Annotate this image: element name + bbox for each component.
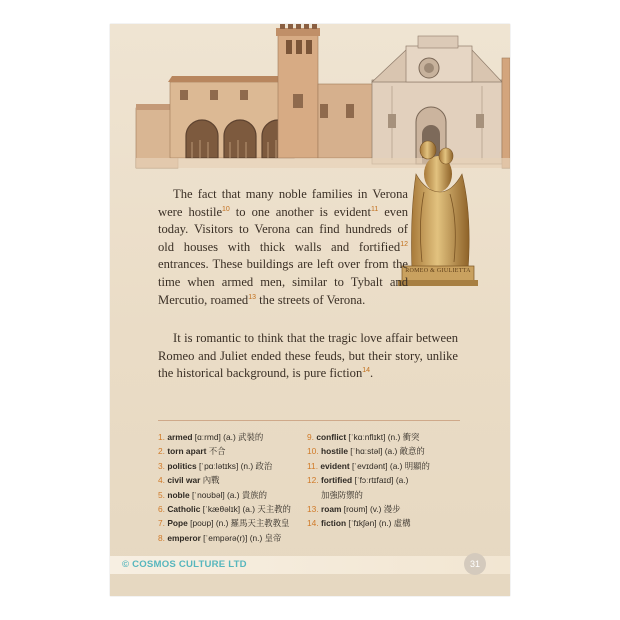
page-number: 31 bbox=[464, 553, 486, 575]
glossary-item: 8. emperor [ˈempərə(r)] (n.) 皇帝 bbox=[158, 532, 282, 543]
glossary-item: 5. noble [ˈnoʊbəl] (a.) 貴族的 bbox=[158, 489, 268, 500]
glossary-item: 11. evident [ˈevɪdənt] (a.) 明顯的 bbox=[307, 460, 430, 471]
footnote-13: 13 bbox=[248, 293, 257, 301]
glossary-item: 1. armed [ɑːrmd] (a.) 武裝的 bbox=[158, 432, 264, 442]
glossary-item-continuation: 加強防禦的 bbox=[321, 489, 363, 500]
glossary-item: 6. Catholic [ˈkæθəlɪk] (a.) 天主教的 bbox=[158, 504, 291, 515]
footnote-11: 11 bbox=[370, 205, 379, 213]
statue-plaque: ROMEO & GIULIETTA bbox=[405, 268, 471, 274]
footnote-14: 14 bbox=[362, 367, 371, 374]
glossary-item: 7. Pope [poʊp] (n.) 羅馬天主教教皇 bbox=[158, 518, 290, 529]
paragraph-2: It is romantic to think that the tragic love affair between Romeo and Juliet ended these feuds, but their story, unlike the historical background, is pure fiction$^{14}$. bbox=[158, 331, 458, 381]
glossary-item: 13. roam [roʊm] (v.) 漫步 bbox=[307, 504, 401, 515]
tall-tower bbox=[276, 24, 320, 158]
right-edge-building bbox=[502, 58, 510, 168]
glossary-item: 12. fortified [ˈfɔːrtɪfaɪd] (a.) bbox=[307, 475, 409, 486]
glossary-divider bbox=[158, 420, 460, 421]
ground bbox=[136, 158, 510, 168]
glossary-item: 10. hostile [ˈhɑːstəl] (a.) 敵意的 bbox=[307, 446, 425, 457]
book-page bbox=[110, 24, 510, 596]
footnote-10: 10 bbox=[222, 205, 230, 213]
publisher-credit: © COSMOS CULTURE LTD bbox=[122, 559, 247, 570]
glossary-right-column bbox=[307, 430, 467, 531]
glossary-item: 4. civil war 內戰 bbox=[158, 475, 220, 486]
church bbox=[372, 36, 502, 164]
glossary-item: 3. politics [ˈpɑːlətɪks] (n.) 政治 bbox=[158, 460, 273, 471]
paragraph-1: The fact that many noble families in Verona were hostile$^{10}$ to one another is evident$^{11}$ even today. Visitors to Verona can find hundreds of old houses with thick walls and fortified$^{12}$ entrances. These buildings are left over from the time when armed men, similar to Tybalt and Mercutio, roamed$^{13}$ the streets of Verona. bbox=[158, 187, 408, 307]
glossary-left-column bbox=[158, 430, 308, 545]
footnote-12: 12 bbox=[400, 240, 408, 248]
glossary-item: 9. conflict [ˈkɑːnflɪkt] (n.) 衝突 bbox=[307, 432, 420, 442]
glossary-item: 2. torn apart 不合 bbox=[158, 446, 226, 457]
middle-buildings bbox=[318, 84, 374, 158]
glossary-item: 14. fiction [ˈfɪkʃən] (n.) 虛構 bbox=[307, 518, 411, 529]
